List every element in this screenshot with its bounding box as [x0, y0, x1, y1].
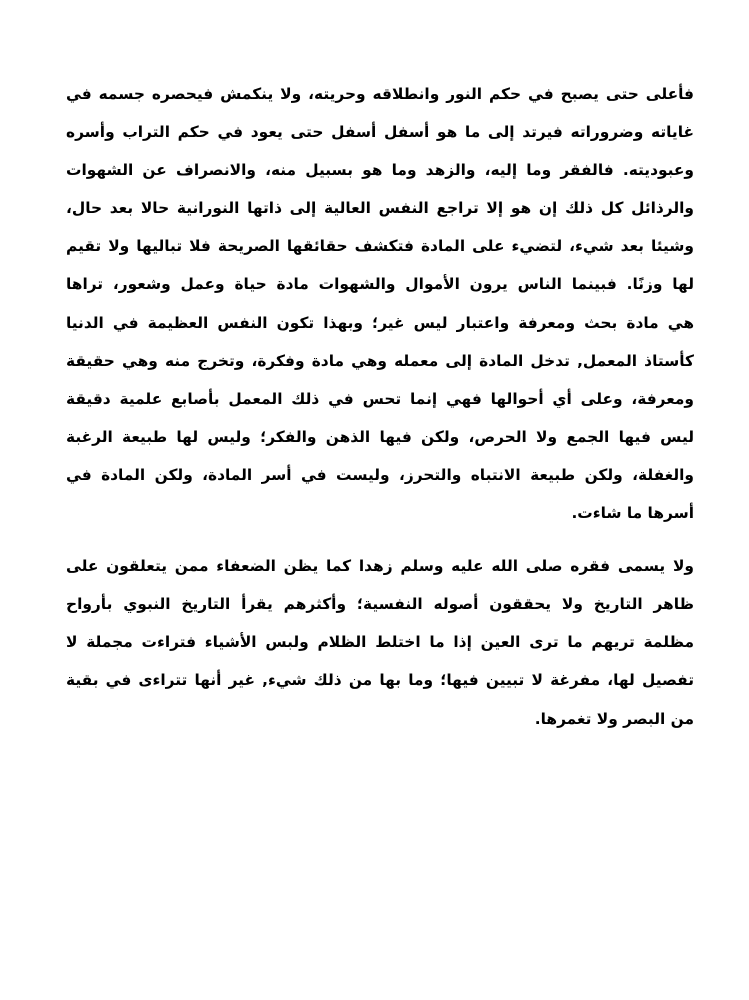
text-line: هي مادة بحث ومعرفة واعتبار ليس غير؛ وبهذا تكون النفس العظيمة في الدنيا — [66, 313, 694, 332]
paragraph-2 — [66, 547, 694, 737]
text-line: والرذائل كل ذلك إن هو إلا تراجع النفس العالية إلى ذاتها النورانية حالا بعد حال، — [66, 199, 694, 218]
text-line-last: من البصر ولا تغمرها. — [534, 709, 694, 728]
text-line: والغفلة، ولكن طبيعة الانتباه والتحرز، وليست في أسر المادة، ولكن المادة في — [66, 465, 694, 484]
text-line: لها وزنًا. فبينما الناس يرون الأموال والشهوات مادة حياة وعمل وشعور، تراها — [66, 275, 694, 294]
text-line: فأعلى حتى يصبح في حكم النور وانطلاقه وحريته، ولا ينكمش فيحصره جسمه في — [66, 85, 694, 103]
paragraph-1 — [66, 75, 694, 532]
text-line: ومعرفة، وعلى أي أحوالها فهي إنما تحس في ذلك المعمل بأصابع علمية دقيقة — [66, 389, 694, 408]
text-line: وشيئا بعد شيء، لتضيء على المادة فتكشف حقائقها الصريحة فلا تباليها ولا تقيم — [66, 237, 694, 256]
text-line: ليس فيها الجمع ولا الحرص، ولكن فيها الذهن والفكر؛ وليس لها طبيعة الرغبة — [66, 427, 694, 446]
text-line: غاياته وضروراته فيرتد إلى ما هو أسفل أسفل حتى يعود في حكم التراب وأسره — [66, 123, 694, 142]
text-line: ظاهر التاريخ ولا يحققون أصوله النفسية؛ وأكثرهم يقرأ التاريخ النبوي بأرواح — [66, 595, 694, 614]
text-line: وعبوديته. فالفقر وما إليه، والزهد وما هو بسبيل منه، والانصراف عن الشهوات — [66, 161, 694, 180]
text-line: مظلمة تريهم ما ترى العين إذا ما اختلط الظلام ولبس الأشياء فتراءت مجملة لا — [66, 633, 694, 652]
document-page — [66, 75, 694, 738]
text-line: ولا يسمى فقره صلى الله عليه وسلم زهدا كما يظن الضعفاء ممن يتعلقون على — [66, 557, 694, 576]
text-line: كأستاذ المعمل, تدخل المادة إلى معمله وهي مادة وفكرة، وتخرج منه وهي حقيقة — [66, 351, 694, 370]
paragraph-spacer — [66, 532, 694, 547]
text-line-last: أسرها ما شاءت. — [571, 504, 694, 523]
text-line: تفصيل لها، مفرغة لا تبيين فيها؛ وما بها من ذلك شيء, غير أنها تتراءى في بقية — [66, 671, 694, 690]
